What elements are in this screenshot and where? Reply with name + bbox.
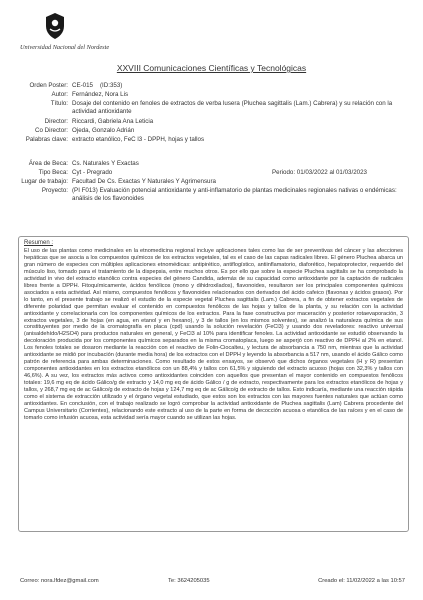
footer-phone: Te: 3624205035 <box>168 578 210 584</box>
proyecto-label: Proyecto: <box>41 187 68 194</box>
codirector-value: Ojeda, Gonzalo Adrián <box>72 127 135 134</box>
footer-created: Creado el: 11/02/2022 a las 10:57 <box>318 578 405 584</box>
titulo-value: Dosaje del contenido en fenoles de extractos de verba lusera (Pluchea sagittalis (Lam.) Cabrera) y su relación con la actividad antioxidante <box>72 100 393 115</box>
director-value: Riccardi, Gabriela Ana Leticia <box>72 118 154 125</box>
abstract-text: El uso de las plantas como medicinales en la etnomedicina regional incluye aplicaciones tales como las de ser preventivas del cáncer y las afecciones hepáticas que se asocia a los compuestos químicos de los extractos vegetales, tal es el caso de las capas radicales libres. El género Pluchea abarca un gran número de especies con múltiples aplicaciones etnomédicas: antipirético, antiflogístico, antiinflamatorio, diaforético, hepatoprotector, requerido del músculo liso, tomado para el tratamiento de la dispepsia, entre muchos otros. Es por ello que sobre la especie Pluchea sagittalis se ha comprobado la actividad in vivo del extracto etanólico contra especies del género Candida, además de su capacidad como antioxidante por la captación de radicales libres frente a DPPH. Fitoquímicamente, ácidos fenólicos (mono y dihidroxilados), flavonoides, resultaron ser los principales componentes químicos asociados a esta actividad. Así mismo, compuestos fenólicos y flavonoides relacionados con derivados del ácido cafeico (flavonas y ácidos grasos). Por lo tanto, en el presente trabajo se realizó el estudio de la especie vegetal Pluchea sagittalis (Lam.) Cabrera, a fin de obtener extractos vegetales de diferente polaridad que permitan evaluar el contenido en compuestos fenólicos de las hojas y tallos de la planta, y su relación con la actividad antioxidante y correlacionarla con los componentes químicos de los extractos. Para la fase constructiva por maceración y posterior rotaevaporación, 3 extractos vegetales, 3 de hojas (en agua, en etanol y en hexano), y 3 de tallos (en los mismos solventes), se analizó la naturaleza química de sus constituyentes por medio de la cromatografía en placa (cpd) usando la solución revelación (FeCl3) y usando dos reveladores: reactivo universal (anisaldehído/H2SO4) para productos naturales en general, y FeCl3 al 10% para identificar fenoles. La actividad antioxidante se estudió observando la decoloración producida por los componentes químicos separados en la misma cromatoplaca, luego se asperjó con reactivo de DPPH al 2% en etanol. Los fenoles totales se dosaron mediante la reacción con el reactivo de Folin-Ciocalteu, y lectura de absorbancia a 750 nm, mientras que la actividad antioxidante se midió por incubación (durante media hora) de los extractos con el DPPH y leyendo la absorbancia a 517 nm, usando el ácido Gálico como patrón de referencia para ambas determinaciones. Como resultado de estos ensayos, se observó que dichos órganos vegetales (H y R) presentan componentes antioxidantes en los extractos etanólicos con un 88,4% y tallos con 61,5% y siguiendo del extracto acuoso (hojas con 32,3% y tallos con 46,6%). A su vez, los extractos más activos como antioxidantes coinciden con aquellos que presentan el mayor contenido en compuestos fenólicos totales: 19,6 mg eq de ácido Gálico/g de extracto y 14,0 mg eq de ácido Gálico / g de extracto, respectivamente para los extractos etanólicos de hojas y tallos, y 268,7 mg eq de ac Gálico/g de extracto de hojas y 124,7 mg eq de ac Gálico/g de extracto de tallos. Esto indicaría, mediante una reacción rápida como el sistema de extracción utilizado y el órgano vegetal estudiado, que estos son los extractos con las mayores fuentes naturales que actúan como antioxidantes. En conclusión, con el trabajo realizado se logró comprobar la actividad antioxidante de Pluchea sagittalis (Lam) Cabrera procedente del Campus Universitario (Corrientes), relacionando este extracto al uso de la parte en forma de decocción acuosa o etanólica de las raíces y en el caso de tomarlo como infusión acuosa, esta actividad sería mayor cuando se utilizan las hojas. <box>24 248 403 421</box>
proyecto-value: (PI F013) Evaluación potencial antioxidante y anti-inflamatorio de plantas medicinales regionales nativas o endémicas: análisis de los flavonoides <box>72 187 397 202</box>
director-label: Director: <box>44 118 68 125</box>
area-label: Área de Beca: <box>28 160 68 167</box>
orden-label: Orden Poster: <box>29 82 68 89</box>
lugar-label: Lugar de trabajo: <box>21 178 68 185</box>
conference-title: XXVIII Comunicaciones Científicas y Tecnológicas <box>116 63 307 73</box>
codirector-label: Co Director: <box>34 127 68 134</box>
university-name: Universidad Nacional del Nordeste <box>20 44 110 51</box>
lugar-value: Facultad De Cs. Exactas Y Naturales Y Agrimensura <box>72 178 216 185</box>
periodo-value: Periodo: 01/03/2022 al 01/03/2023 <box>272 169 367 176</box>
autor-value: Fernández, Nora Lis <box>72 91 129 98</box>
palabras-label: Palabras clave: <box>25 136 68 143</box>
orden-value: CE-015 <box>72 82 93 89</box>
university-shield-icon <box>44 12 66 40</box>
footer-email: Correo: nora.lfdez@gmail.com <box>20 578 99 584</box>
abstract-box <box>18 236 409 532</box>
tipo-label: Tipo Beca: <box>38 169 68 176</box>
autor-label: Autor: <box>51 91 68 98</box>
orden-id: (ID:353) <box>100 82 123 89</box>
abstract-label: Resumen : <box>24 240 54 246</box>
titulo-label: Título: <box>50 100 68 107</box>
palabras-value: extracto etanólico, FeC l3 - DPPH, hojas y tallos <box>72 136 205 143</box>
area-value: Cs. Naturales Y Exactas <box>72 160 139 167</box>
tipo-value: Cyt - Pregrado <box>72 169 113 176</box>
